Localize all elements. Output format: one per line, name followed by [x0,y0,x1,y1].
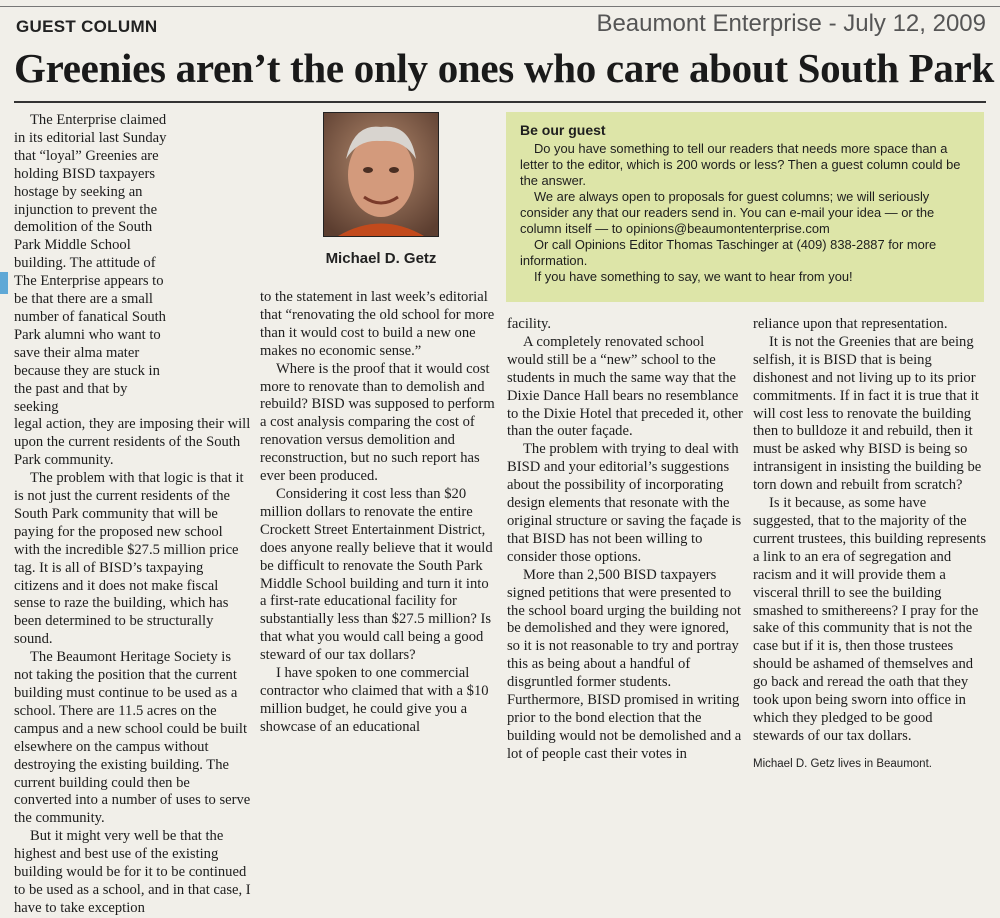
paragraph: The problem with trying to deal with BISD and your editorial’s suggestions about the possibility of incorporating design elements that resonate with the original structure or saving the façade is that BISD has not been willing to consider those options. [507,441,742,565]
paragraph: reliance upon that representation. [753,316,948,332]
dateline: Beaumont Enterprise - July 12, 2009 [596,10,986,37]
paragraph: Considering it cost less than $20 million dollars to renovate the entire Crockett Street Entertainment District, does anyone really believe that it would be difficult to renovate the South Park Middle School building and turn it into a first-rate educational facility for substantially less than $27.5 million? Is that what you would call being a good steward of our tax dollars? [260,485,493,664]
margin-marker [0,272,8,294]
paragraph: The problem with that logic is that it is not just the current residents of the South Park community that will be paying for the proposed new school with the incredible $27.5 million price tag. It is all of BISD’s taxpaying citizens and it does not make fiscal sense to raze the building, which has been determined to be structurally sound. [14,470,244,648]
box-paragraph: If you have something to say, we want to hear from you! [534,269,853,284]
paragraph: A completely renovated school would still be a “new” school to the students in much the same way that the Dixie Dance Hall bears no resemblance to the Dixie Hotel that preceded it, other than the outer façade. [507,333,743,440]
box-title: Be our guest [520,122,606,138]
section-label: GUEST COLUMN [16,17,158,36]
article-column-1 [14,112,251,918]
paragraph: to the statement in last week’s editorial that “renovating the old school for more than it would cost to build a new one makes no economic sense.” [260,289,495,359]
paragraph: But it might very well be that the highest and best use of the existing building would be for it to be continued to be used as a school, and in that case, I have to take exception [14,828,251,916]
box-paragraph: Or call Opinions Editor Thomas Taschinger at (409) 838-2887 for more information. [520,237,937,268]
paragraph: legal action, they are imposing their will upon the current residents of the South Park community. [14,416,251,469]
paragraph: More than 2,500 BISD taxpayers signed petitions that were presented to the school board urging the building not be demolished and they were ignored, so it is not reasonable to try and portray this as being about a handful of disgruntled former students. Furthermore, BISD promised in writing prior to the bond election that the building would not be demolished and a lot of people cast their votes in [507,566,742,762]
be-our-guest-box [506,112,984,302]
paragraph: It is not the Greenies that are being selfish, it is BISD that is being dishonest and not living up to its prior commitments. If in fact it is true that it will cost less to renovate the building then to bulldoze it and rebuild, then it must be asked why BISD is being so intransigent in insisting the building be torn down and rebuilt from scratch? [753,333,982,494]
top-rule [0,6,1000,7]
article-column-4 [753,316,987,746]
box-paragraph: We are always open to proposals for guest columns; we will seriously consider any that our readers send in. You can e-mail your idea — or the column itself — to opinions@beaumontenterprise.com [520,189,935,236]
headline-rule [14,101,986,103]
paragraph: The Beaumont Heritage Society is not taking the position that the current building must continue to be used as a school. There are 11.5 acres on the campus and a new school could be built elsewhere on the campus without destroying the existing building. The current building could then be converted into a number of uses to serve the community. [14,649,251,827]
paragraph: facility. [507,316,552,332]
author-byline: Michael D. Getz [325,250,437,267]
author-note: Michael D. Getz lives in Beaumont. [753,758,932,770]
box-paragraph: Do you have something to tell our readers that needs more space than a letter to the editor, which is 200 words or less? Then a guest column could be the answer. [520,141,961,188]
headline: Greenies aren’t the only ones who care about South Park [14,45,995,91]
paragraph: I have spoken to one commercial contractor who claimed that with a $10 million budget, he could give you a showcase of an educational [260,665,489,735]
paragraph: Where is the proof that it would cost more to renovate than to demolish and rebuild? BISD was supposed to perform a cost analysis comparing the cost of renovation versus demolition and reconstruction, but no such report has ever been produced. [260,360,495,485]
article-column-3 [507,316,743,764]
paragraph: The Enterprise claimed in its editorial last Sunday that “loyal” Greenies are holding BISD taxpayers hostage by seeking an injunction to prevent the demolition of the South Park Middle School building. The attitude of The Enterprise appears to be that there are a small number of fanatical South Park alumni who want to save their alma mater because they are stuck in the past and that by seeking [14,112,167,415]
article-column-2 [260,289,496,737]
paragraph: Is it because, as some have suggested, that to the majority of the current trustees, this building represents a link to an era of segregation and racism and it will provide them a visceral thrill to see the building smashed to smithereens? I pray for the sake of this community that is not the case but if it is, then those trustees should be ashamed of themselves and go back and reread the oath that they took upon being sworn into office in which they pledged to be good stewards of our tax dollars. [753,495,987,744]
author-portrait-icon [323,112,439,237]
